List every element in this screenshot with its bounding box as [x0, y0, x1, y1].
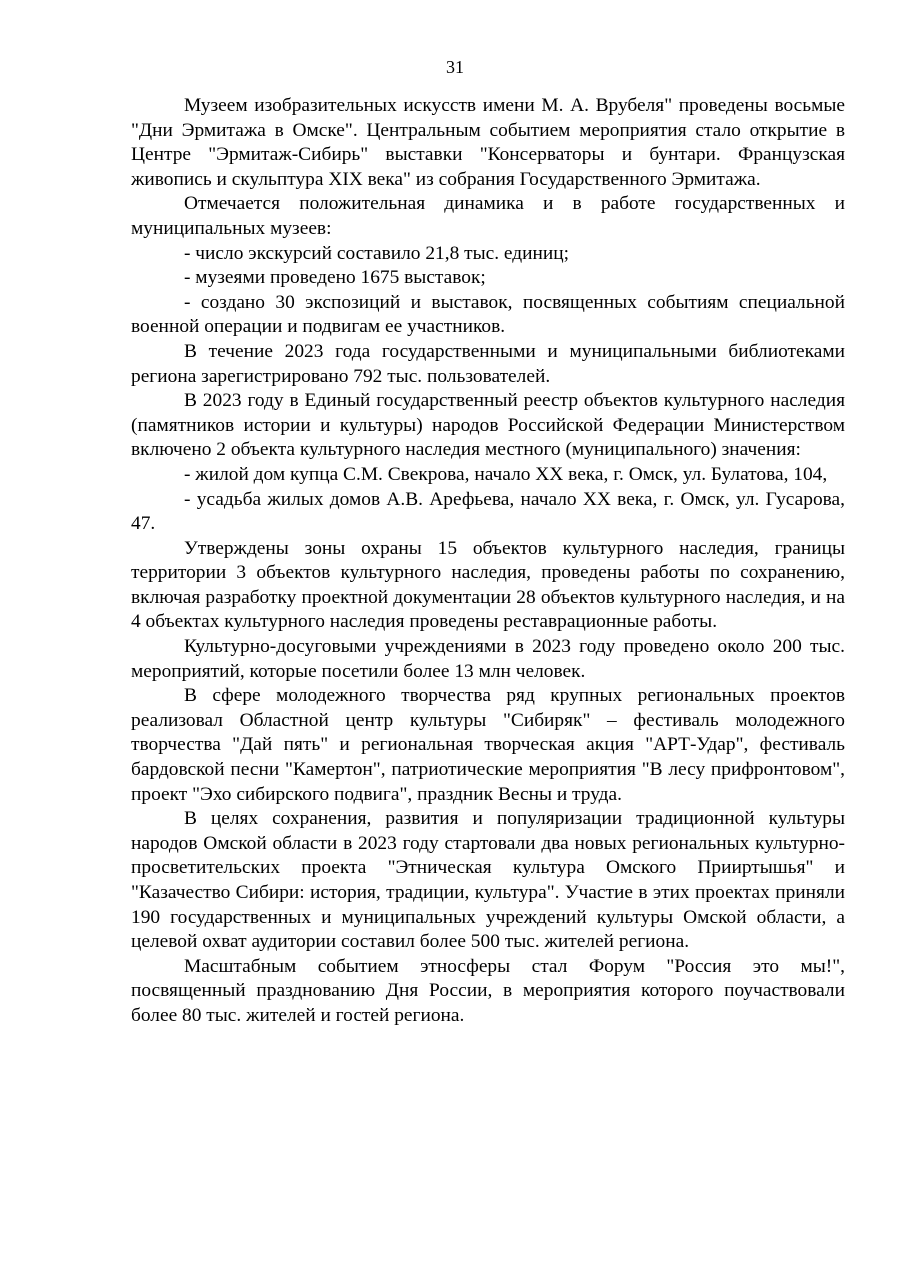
- paragraph-protection-zones: Утверждены зоны охраны 15 объектов культурного наследия, границы территории 3 объектов культурного наследия, проведены работы по сохранению, включая разработку проектной документации 28 объектов культурного наследия, и на 4 объектах культурного наследия проведены реставрационные работы.: [131, 537, 845, 633]
- paragraph-youth-creativity: В сфере молодежного творчества ряд крупных региональных проектов реализовал Областной центр культуры "Сибиряк" – фестиваль молодежного творчества "Дай пять" и региональная творческая акция "АРТ-Удар", фестиваль бардовской песни "Камертон", патриотические мероприятия "В лесу прифронтовом", проект "Эхо сибирского подвига", праздник Весны и труда.: [131, 685, 845, 805]
- paragraph-traditional-culture: В целях сохранения, развития и популяризации традиционной культуры народов Омской области в 2023 году стартовали два новых региональных культурно-просветительских проекта "Этническая культура Омского Прииртышья" и "Казачество Сибири: история, традиции, культура". Участие в этих проектах приняли 190 государственных и муниципальных учреждений культуры Омской области, а целевой охват аудитории составил более 500 тыс. жителей региона.: [131, 808, 845, 953]
- paragraph-hermitage-days: Музеем изобразительных искусств имени М. А. Врубеля" проведены восьмые "Дни Эрмитажа в Омске". Центральным событием мероприятия стало открытие в Центре "Эрмитаж-Сибирь" выставки "Консерваторы и бунтари. Французская живопись и скульптура XIX века" из собрания Государственного Эрмитажа.: [131, 95, 845, 190]
- paragraph-leisure-institutions: Культурно-досуговыми учреждениями в 2023 году проведено около 200 тыс. мероприятий, которые посетили более 13 млн человек.: [131, 636, 845, 682]
- list-item-svekrov-house: - жилой дом купца С.М. Свекрова, начало XX века, г. Омск, ул. Булатова, 104,: [184, 463, 828, 485]
- paragraph-russia-forum: Масштабным событием этносферы стал Форум "Россия это мы!", посвященный празднованию Дня России, в мероприятия которого поучаствовали более 80 тыс. жителей и гостей региона.: [131, 955, 845, 1026]
- paragraph-museums-dynamics: Отмечается положительная динамика и в работе государственных и муниципальных музеев:: [131, 193, 845, 239]
- document-body: [131, 94, 845, 1029]
- list-item-arefyev-estate: - усадьба жилых домов А.В. Арефьева, начало XX века, г. Омск, ул. Гусарова, 47.: [131, 488, 845, 535]
- page-number: 31: [446, 57, 464, 77]
- paragraph-heritage-registry: В 2023 году в Единый государственный реестр объектов культурного наследия (памятников истории и культуры) народов Российской Федерации Министерством включено 2 объекта культурного наследия местного (муниципального) значения:: [131, 390, 845, 461]
- list-item-exhibitions: - музеями проведено 1675 выставок;: [184, 267, 486, 289]
- list-item-excursions: - число экскурсий составило 21,8 тыс. единиц;: [184, 242, 570, 264]
- list-item-expositions: - создано 30 экспозиций и выставок, посвященных событиям специальной военной операции и подвигам ее участников.: [131, 291, 845, 338]
- paragraph-libraries: В течение 2023 года государственными и муниципальными библиотеками региона зарегистрировано 792 тыс. пользователей.: [131, 340, 845, 387]
